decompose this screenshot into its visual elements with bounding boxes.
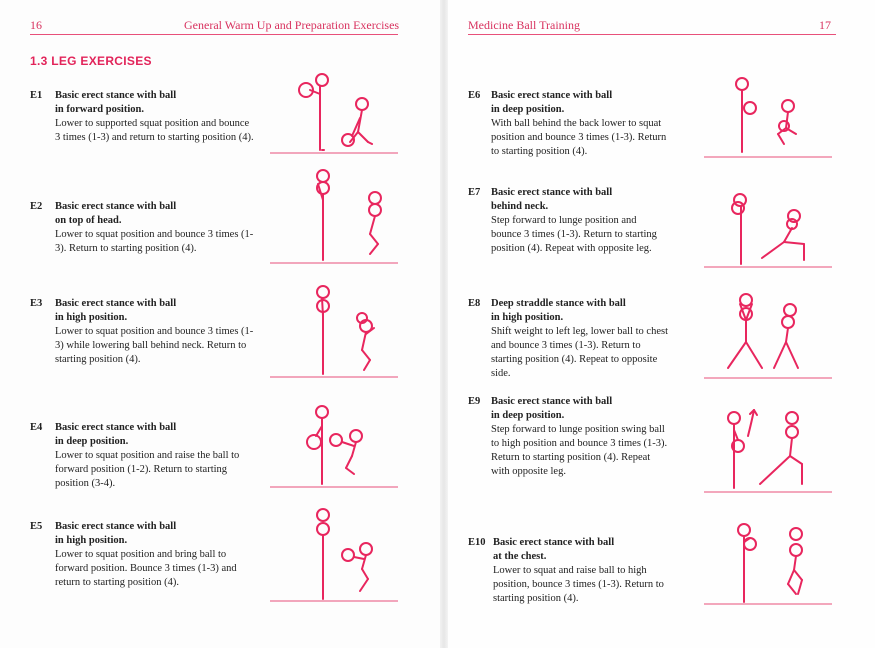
exercise-code: E5: [30, 521, 43, 532]
exercise-code: E6: [468, 90, 481, 101]
right-running-head: Medicine Ball Training: [468, 18, 580, 32]
exercise-title-position: in deep position.: [55, 436, 129, 447]
exercise-description: With ball behind the back lower to squat position and bounce 3 times (1-3). Return to starting position (4).: [491, 118, 667, 157]
exercise-e10-figure: [704, 520, 834, 610]
exercise-e1-figure: [270, 70, 400, 156]
exercise-e7-figure: [704, 186, 834, 272]
exercise-title-position: in high position.: [55, 535, 128, 546]
exercise-description: Step forward to lunge position swing ball to high position and bounce 3 times (1-3). Return to starting position (4). Repeat with opposite leg.: [491, 424, 668, 477]
exercise-e5-figure: [270, 505, 400, 605]
section-title: 1.3 LEG EXERCISES: [30, 54, 152, 68]
exercise-e2-figure: [270, 166, 400, 266]
exercise-title: Deep straddle stance with ball: [491, 298, 626, 309]
exercise-title: Basic erect stance with ball: [55, 90, 177, 101]
exercise-description: Lower to squat position and raise the ball to forward position (1-2). Return to starting position (3-4).: [55, 450, 240, 489]
exercise-title: Basic erect stance with ball: [491, 396, 613, 407]
exercise-e3-figure: [270, 282, 400, 380]
exercise-title: Basic erect stance with ball: [55, 201, 177, 212]
exercise-title: Basic erect stance with ball: [55, 298, 177, 309]
left-running-head: General Warm Up and Preparation Exercises: [184, 18, 400, 32]
exercise-title-position: in forward position.: [55, 104, 144, 115]
exercise-title: Basic erect stance with ball: [55, 521, 177, 532]
exercise-title: Basic erect stance with ball: [493, 537, 615, 548]
right-page: [448, 0, 875, 648]
exercise-description: Lower to supported squat position and bounce 3 times (1-3) and return to starting position (4).: [55, 118, 254, 143]
exercise-code: E1: [30, 90, 43, 101]
exercise-title: Basic erect stance with ball: [491, 187, 613, 198]
exercise-description: Lower to squat position and bring ball to forward position. Bounce 3 times (1-3) and return to starting position (4).: [55, 549, 237, 588]
exercise-title-position: in high position.: [491, 312, 564, 323]
exercise-code: E10: [468, 537, 486, 548]
exercise-description: Lower to squat position and bounce 3 times (1-3) while lowering ball behind neck. Return to starting position (4).: [55, 326, 254, 365]
exercise-description: Lower to squat position and bounce 3 times (1-3). Return to starting position (4).: [55, 229, 254, 254]
exercise-code: E7: [468, 187, 481, 198]
exercise-title: Basic erect stance with ball: [55, 422, 177, 433]
exercise-title-position: in high position.: [55, 312, 128, 323]
right-header-rule: [468, 34, 836, 35]
right-page-number: 17: [819, 18, 831, 32]
book-gutter: [440, 0, 448, 648]
exercise-code: E9: [468, 396, 481, 407]
exercise-description: Shift weight to left leg, lower ball to chest and bounce 3 times (1-3). Return to starting position (4). Repeat to opposite side.: [491, 326, 669, 379]
left-page-number: 16: [30, 18, 42, 32]
exercise-title-position: at the chest.: [493, 551, 547, 562]
exercise-description: Step forward to lunge position and bounce 3 times (1-3). Return to starting position (4). Repeat with opposite leg.: [491, 215, 657, 254]
exercise-title-position: on top of head.: [55, 215, 122, 226]
exercise-description: Lower to squat and raise ball to high position, bounce 3 times (1-3). Return to starting position (4).: [493, 565, 664, 604]
exercise-title-position: in deep position.: [491, 410, 565, 421]
exercise-code: E2: [30, 201, 43, 212]
left-header-rule: [30, 34, 398, 35]
exercise-e9-figure: [704, 404, 834, 496]
exercise-title-position: in deep position.: [491, 104, 565, 115]
exercise-e8-figure: [704, 290, 834, 384]
exercise-e4-figure: [270, 402, 400, 490]
exercise-code: E8: [468, 298, 481, 309]
exercise-code: E3: [30, 298, 43, 309]
exercise-code: E4: [30, 422, 43, 433]
exercise-title: Basic erect stance with ball: [491, 90, 613, 101]
exercise-e6-figure: [704, 72, 834, 160]
exercise-title-position: behind neck.: [491, 201, 549, 212]
